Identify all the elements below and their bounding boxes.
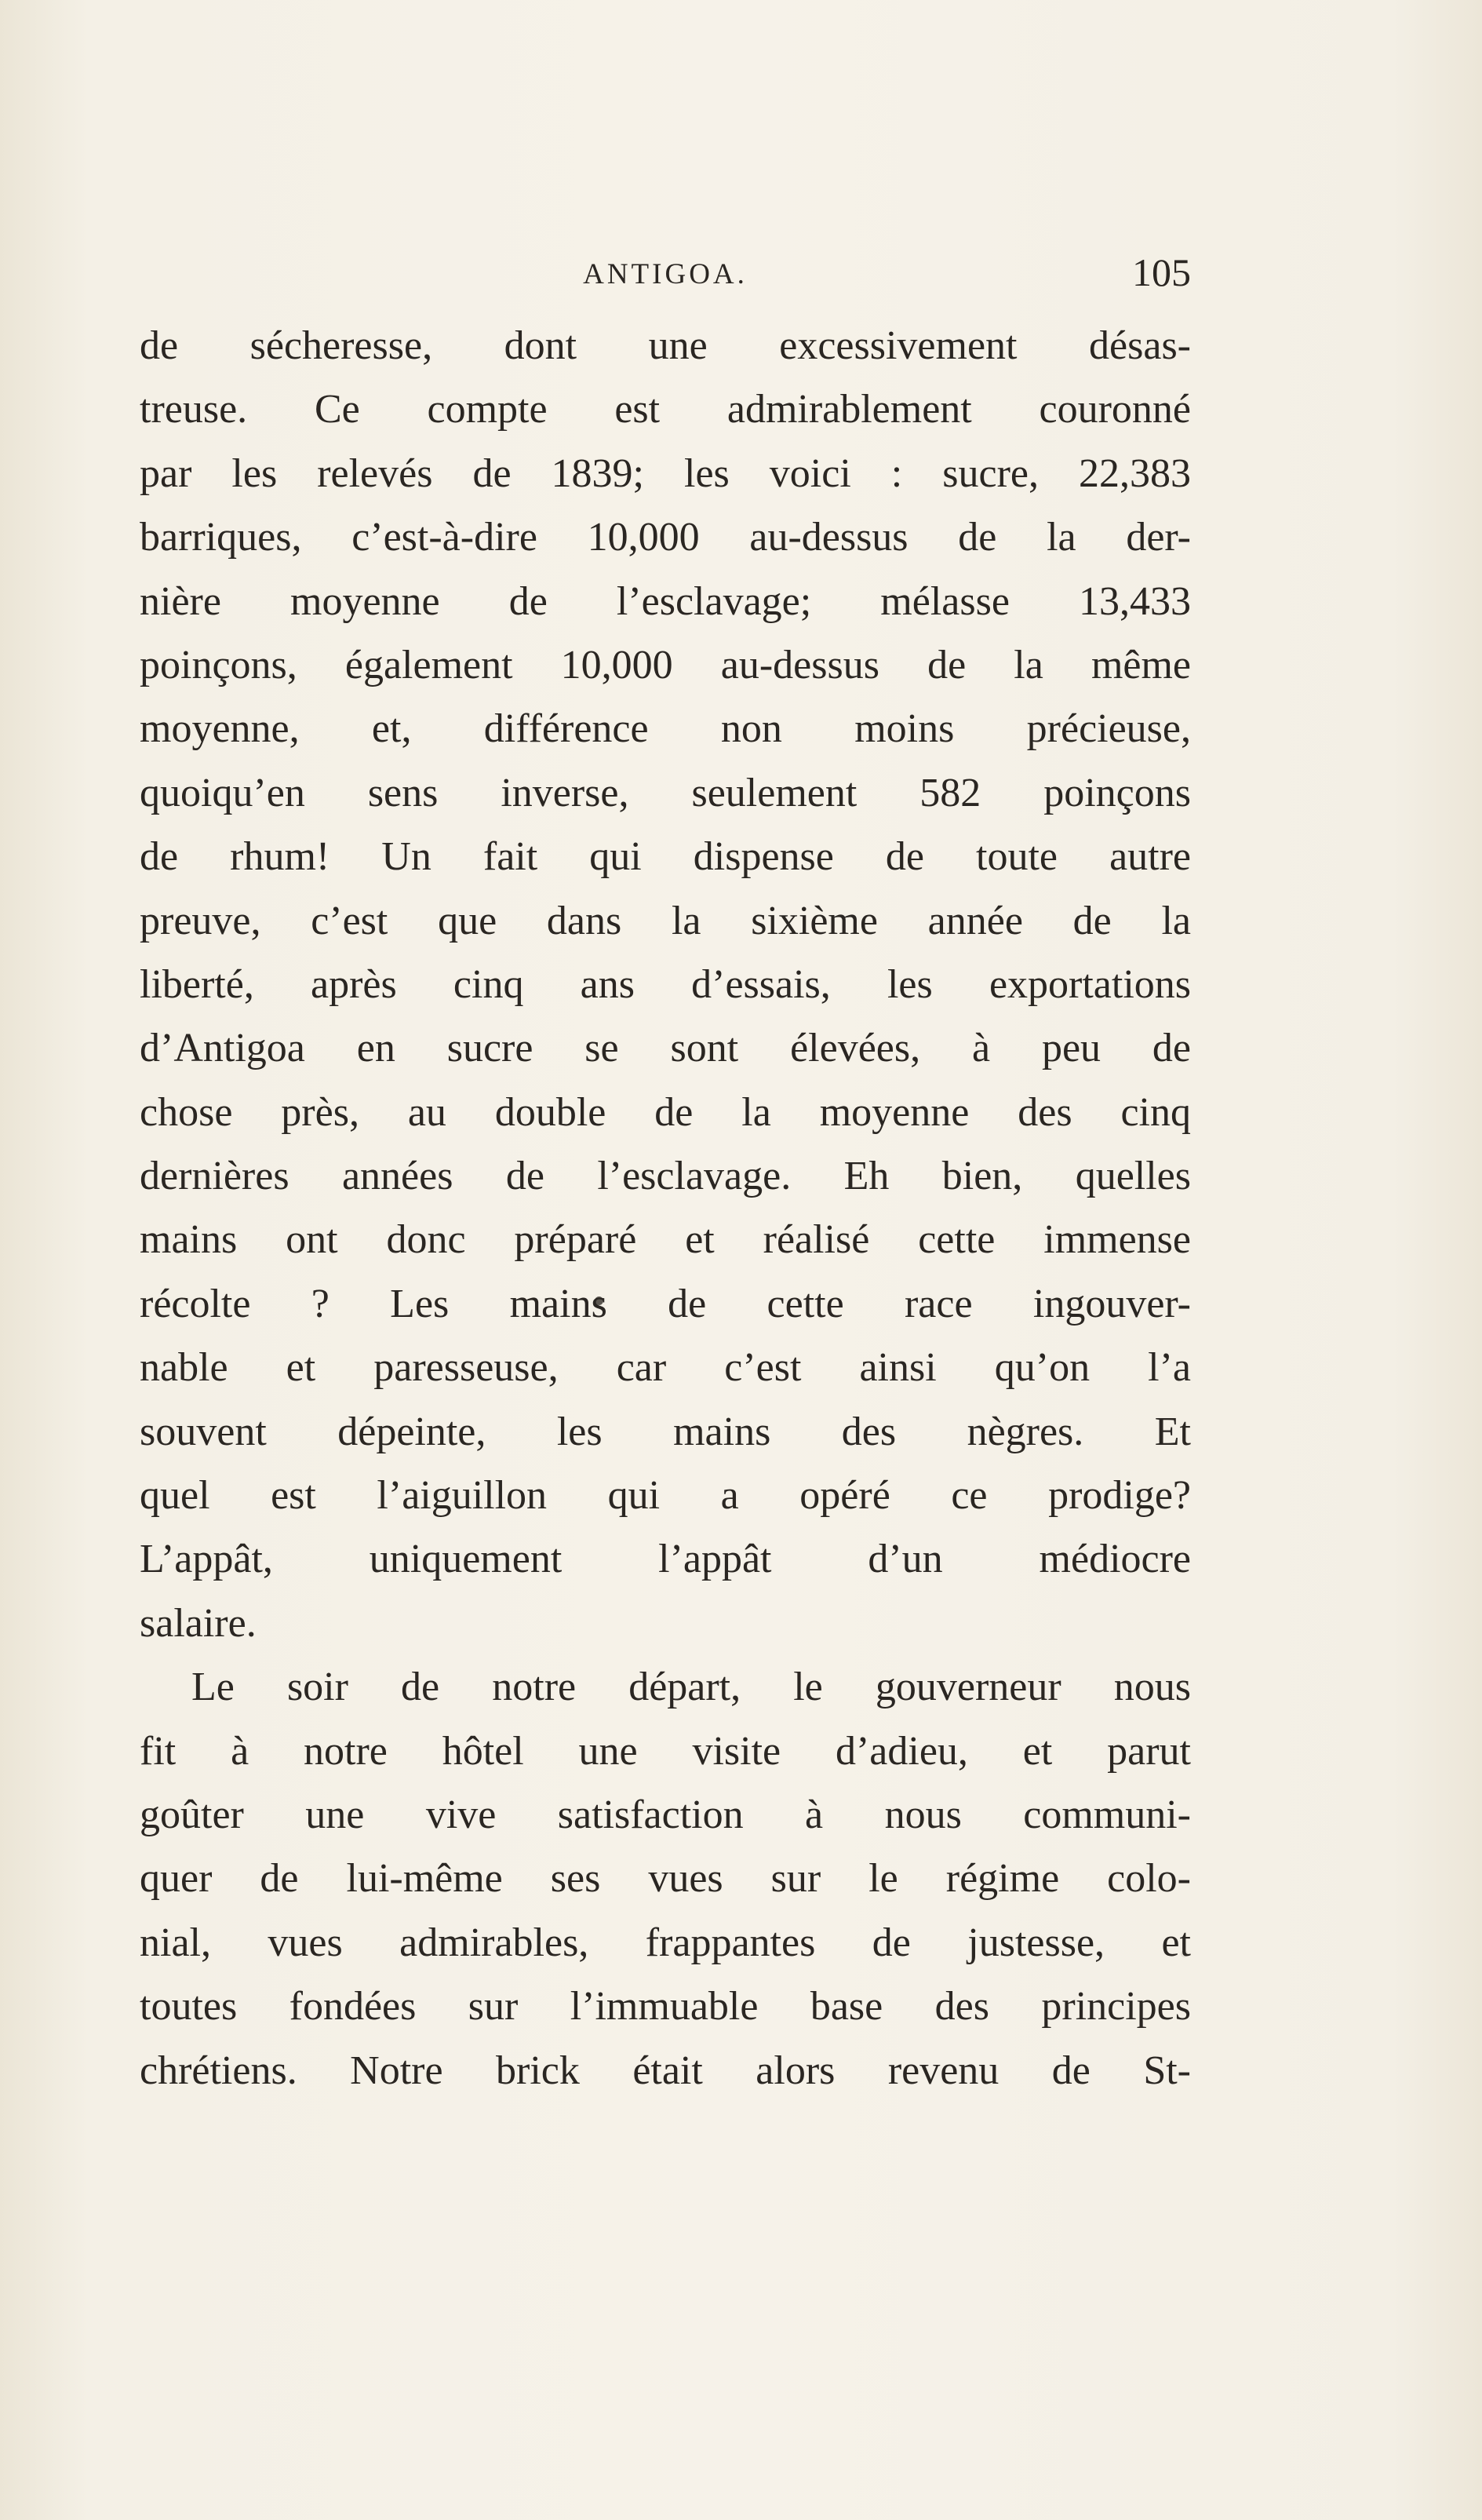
text-line: poinçons, également 10,000 au-dessus de la même — [140, 642, 1191, 687]
text-line: barriques, c’est-à-dire 10,000 au-dessus de la der- — [140, 515, 1191, 560]
text-line: nial, vues admirables, frappantes de justesse, et — [140, 1920, 1191, 1965]
running-title: ANTIGOA. — [583, 258, 748, 290]
text-line: L’appât, uniquement l’appât d’un médiocre — [140, 1537, 1191, 1582]
page-number: 105 — [1132, 250, 1191, 294]
text-line: Le soir de notre départ, le gouverneur nous — [191, 1665, 1191, 1710]
paragraph-2 — [140, 1655, 1191, 2102]
text-line: nière moyenne de l’esclavage; mélasse 13,433 — [140, 578, 1191, 624]
text-line: d’Antigoa en sucre se sont élevées, à peu de — [140, 1026, 1191, 1071]
text-line: quoiqu’en sens inverse, seulement 582 poinçons — [140, 770, 1191, 815]
text-line: dernières années de l’esclavage. Eh bien, quelles — [140, 1154, 1191, 1199]
text-line: preuve, c’est que dans la sixième année de la — [140, 898, 1191, 943]
text-line: souvent dépeinte, les mains des nègres. Et — [140, 1409, 1191, 1454]
text-line: mains ont donc préparé et réalisé cette immense — [140, 1217, 1191, 1263]
text-line: liberté, après cinq ans d’essais, les exportations — [140, 961, 1191, 1007]
text-block — [140, 314, 1191, 2102]
text-line: treuse. Ce compte est admirablement couronné — [140, 387, 1191, 432]
text-line: quer de lui-même ses vues sur le régime colo- — [140, 1856, 1191, 1902]
paragraph-1 — [140, 314, 1191, 1655]
text-line: toutes fondées sur l’immuable base des principes — [140, 1984, 1191, 2029]
running-head — [140, 250, 1191, 297]
text-line: par les relevés de 1839; les voici : sucre, 22,383 — [140, 450, 1191, 496]
text-line: récolte ? Les mains de cette race ingouver- — [140, 1281, 1191, 1326]
text-line: chrétiens. Notre brick était alors revenu de St- — [140, 2048, 1191, 2093]
text-line: goûter une vive satisfaction à nous communi- — [140, 1792, 1191, 1837]
text-line: quel est l’aiguillon qui a opéré ce prodige? — [140, 1473, 1191, 1519]
text-line: de sécheresse, dont une excessivement désas- — [140, 323, 1191, 368]
text-line: fit à notre hôtel une visite d’adieu, et parut — [140, 1728, 1191, 1774]
text-line: de rhum! Un fait qui dispense de toute autre — [140, 834, 1191, 880]
text-line: nable et paresseuse, car c’est ainsi qu’on l’a — [140, 1345, 1191, 1391]
text-line: moyenne, et, différence non moins précieuse, — [140, 706, 1191, 752]
text-line: salaire. — [140, 1600, 257, 1646]
text-line: chose près, au double de la moyenne des cinq — [140, 1089, 1191, 1135]
